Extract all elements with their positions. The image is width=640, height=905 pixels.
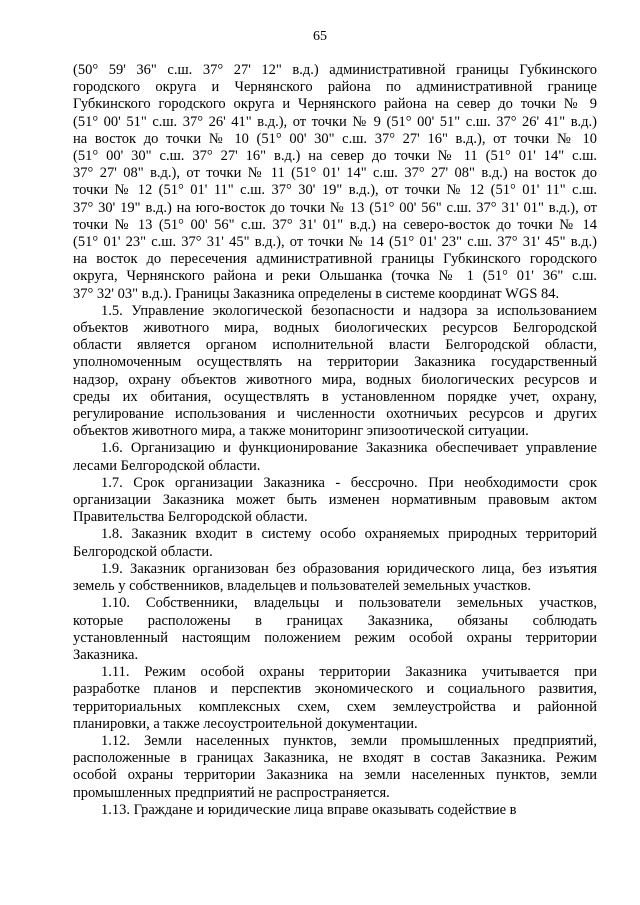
text-line: Губкинского городского округа и Чернянского района на север до точки № 9 bbox=[73, 96, 597, 113]
text-line: (50° 59' 36" с.ш. 37° 27' 12" в.д.) административной границы Губкинского bbox=[73, 62, 597, 78]
text-line: промышленных предприятий не распространяется. bbox=[73, 784, 390, 801]
text-line: 1.10. Собственники, владельцы и пользователи земельных участков, bbox=[101, 595, 597, 612]
paragraph-p1-5 bbox=[73, 303, 597, 441]
paragraph-p1-7 bbox=[73, 475, 597, 527]
text-line: Правительства Белгородской области. bbox=[73, 509, 308, 526]
text-line: 1.8. Заказник входит в систему особо охраняемых природных территорий bbox=[101, 526, 597, 543]
document-body bbox=[73, 62, 597, 819]
text-line: среды их обитания, осуществлять в установленном порядке учет, охрану, bbox=[73, 388, 597, 405]
paragraph-p1-8 bbox=[73, 526, 597, 560]
text-line: 1.6. Организацию и функционирование Заказника обеспечивает управление bbox=[101, 440, 597, 457]
text-line: 1.12. Земли населенных пунктов, земли промышленных предприятий, bbox=[101, 732, 597, 749]
paragraph-p1-10 bbox=[73, 595, 597, 664]
text-line: уполномоченным осуществлять на территории Заказника государственный bbox=[73, 354, 597, 371]
paragraph-p1-12 bbox=[73, 733, 597, 802]
text-line: установленный настоящим положением режим особой охраны территории bbox=[73, 629, 597, 646]
text-line: планировки, а также лесоустроительной документации. bbox=[73, 715, 418, 732]
text-line: которые расположены в границах Заказника, обязаны соблюдать bbox=[73, 612, 597, 629]
text-line: объектов животного мира, а также мониторинг эпизоотической ситуации. bbox=[73, 423, 529, 440]
text-line: (51° 01' 23" с.ш. 37° 31' 45" в.д.), от точки № 14 (51° 01' 23" с.ш. 37° 31' 45" в.д.) bbox=[73, 234, 597, 251]
paragraph-p1-9 bbox=[73, 561, 597, 595]
text-line: организации Заказника может быть изменен нормативным правовым актом bbox=[73, 492, 597, 509]
text-line: 37° 32' 03" в.д.). Границы Заказника определены в системе координат WGS 84. bbox=[73, 285, 560, 302]
page-number: 65 bbox=[313, 29, 327, 44]
text-line: регулирование использования и численности охотничьих ресурсов и других bbox=[73, 406, 597, 423]
text-line: лесами Белгородской области. bbox=[73, 457, 261, 474]
text-line: 37° 30' 19" в.д.) на юго-восток до точки № 13 (51° 00' 56" с.ш. 37° 31' 01" в.д.), от bbox=[73, 199, 597, 216]
text-line: округа, Чернянского района и реки Ольшанка (точка № 1 (51° 01' 36" с.ш. bbox=[73, 268, 597, 285]
text-line: городского округа и Чернянского района по административной границе bbox=[73, 79, 597, 96]
text-line: (51° 00' 30" с.ш. 37° 27' 16" в.д.) на север до точки № 11 (51° 01' 14" с.ш. bbox=[73, 148, 597, 165]
paragraph-coords bbox=[73, 62, 597, 303]
text-line: области является органом исполнительной власти Белгородской области, bbox=[73, 337, 597, 354]
text-line: 37° 27' 08" в.д.), от точки № 11 (51° 01' 14" с.ш. 37° 27' 08" в.д.) на восток до bbox=[73, 165, 597, 182]
paragraph-p1-6 bbox=[73, 440, 597, 474]
text-line: на восток до точки № 10 (51° 00' 30" с.ш. 37° 27' 16" в.д.), от точки № 10 bbox=[73, 130, 597, 147]
text-line: объектов животного мира, водных биологических ресурсов Белгородской bbox=[73, 320, 597, 337]
text-line: точки № 12 (51° 01' 11" с.ш. 37° 30' 19" в.д.), от точки № 12 (51° 01' 11" с.ш. bbox=[73, 182, 597, 199]
text-line: земель у собственников, владельцев и пользователей земельных участков. bbox=[73, 578, 532, 595]
paragraph-p1-11 bbox=[73, 664, 597, 733]
text-line: надзор, охрану объектов животного мира, водных биологических ресурсов и bbox=[73, 371, 597, 388]
text-line: 1.9. Заказник организован без образования юридического лица, без изъятия bbox=[101, 560, 597, 577]
text-line: 1.13. Граждане и юридические лица вправе оказывать содействие в bbox=[101, 801, 517, 818]
text-line: особой охраны территории Заказника на земли населенных пунктов, земли bbox=[73, 767, 597, 784]
text-line: 1.11. Режим особой охраны территории Заказника учитывается при bbox=[101, 664, 597, 681]
text-line: точки № 13 (51° 00' 56" с.ш. 37° 31' 01" в.д.) на северо-восток до точки № 14 bbox=[73, 216, 597, 233]
text-line: Белгородской области. bbox=[73, 543, 213, 560]
text-line: на восток до пересечения административной границы Губкинского городского bbox=[73, 251, 597, 268]
text-line: разработке планов и перспектив экономического и социального развития, bbox=[73, 681, 597, 698]
text-line: территориальных комплексных схем, схем землеустройства и районной bbox=[73, 698, 597, 715]
text-line: Заказника. bbox=[73, 646, 139, 663]
text-line: 1.5. Управление экологической безопасности и надзора за использованием bbox=[101, 302, 597, 319]
paragraph-p1-13 bbox=[73, 802, 597, 819]
text-line: 1.7. Срок организации Заказника - бессрочно. При необходимости срок bbox=[101, 474, 597, 491]
text-line: (51° 00' 51" с.ш. 37° 26' 41" в.д.), от точки № 9 (51° 00' 51" с.ш. 37° 26' 41" в.д.) bbox=[73, 113, 597, 130]
text-line: расположенные в границах Заказника, не входят в состав Заказника. Режим bbox=[73, 750, 597, 767]
